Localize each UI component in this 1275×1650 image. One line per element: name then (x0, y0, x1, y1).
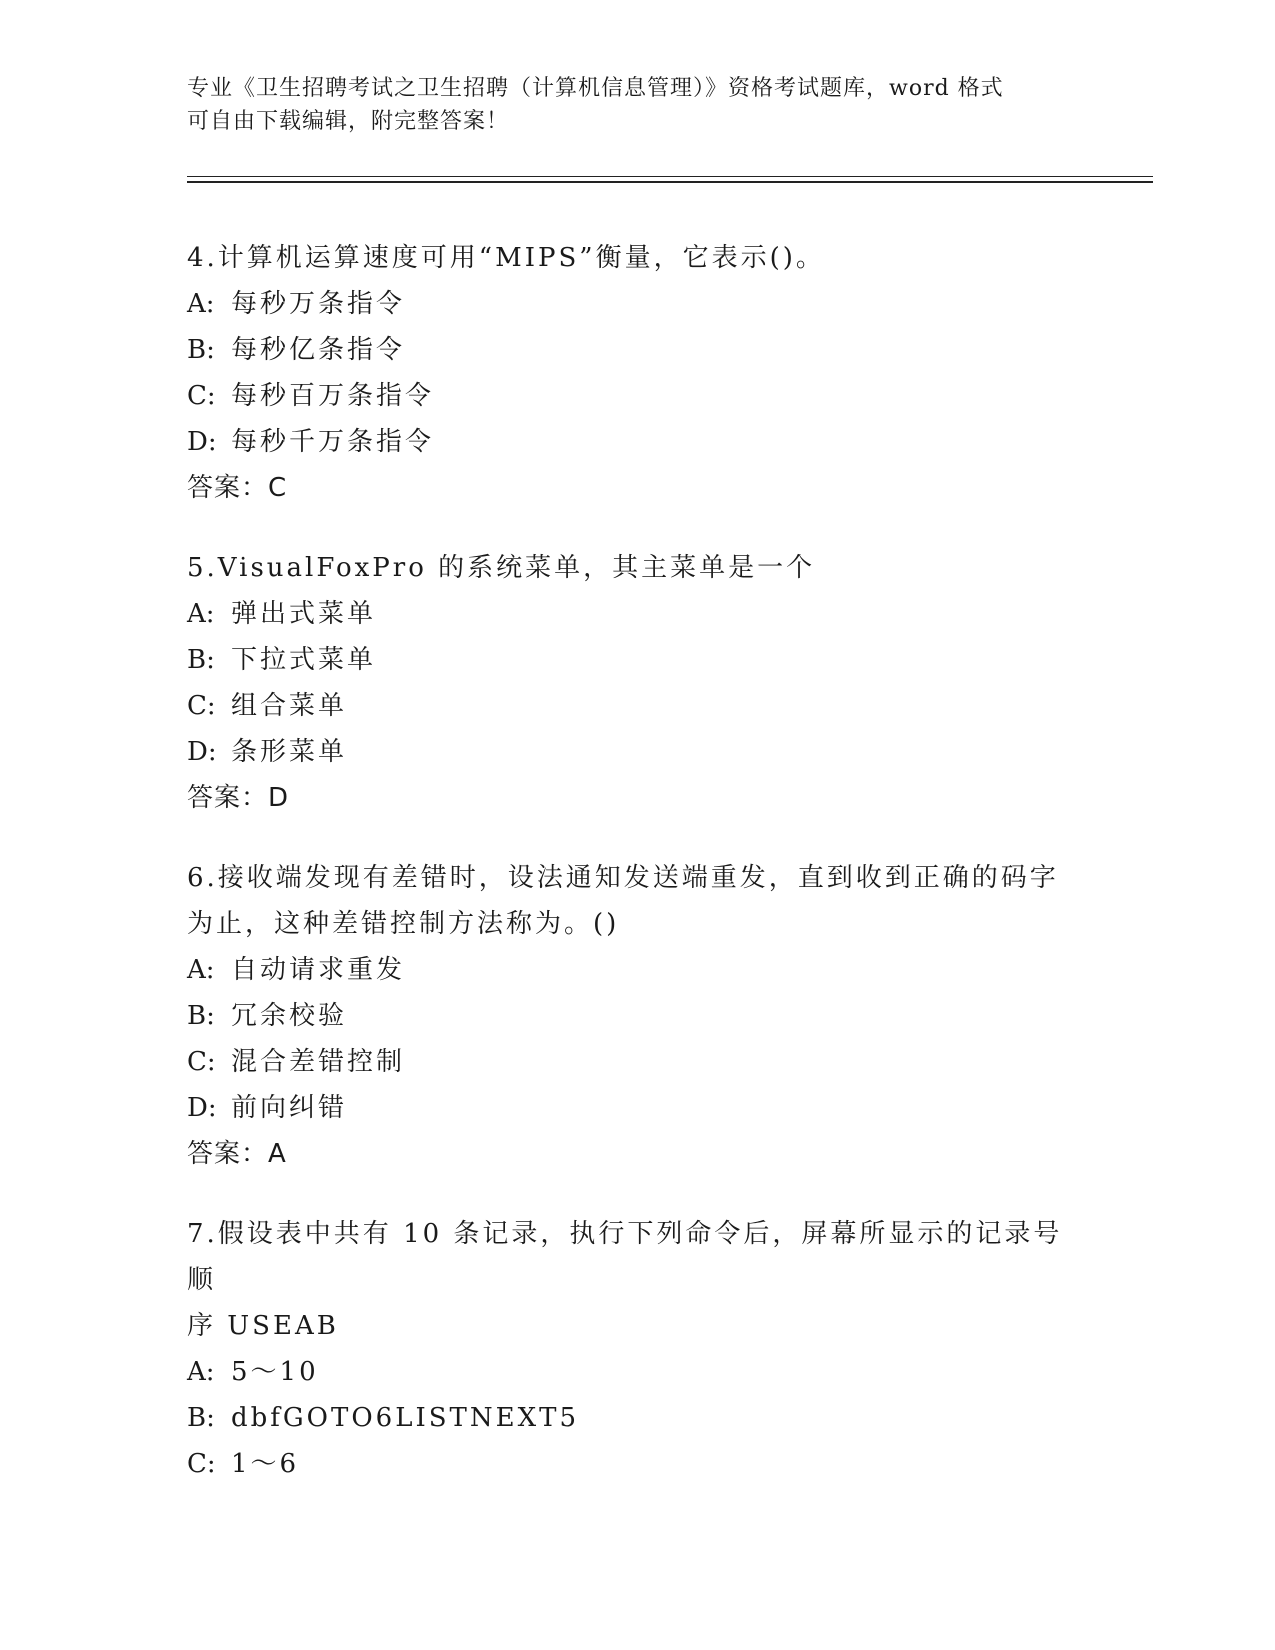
answer-option (187, 1085, 1087, 1131)
document-header (187, 72, 1087, 138)
option-text: 1～6 (231, 1449, 300, 1479)
option-key: D: (187, 1093, 217, 1123)
answer-line: 答案：A (187, 1139, 287, 1169)
option-key: C: (187, 1449, 216, 1479)
question-stem: 7.假设表中共有 10 条记录，执行下列命令后，屏幕所显示的记录号顺 (187, 1219, 1063, 1295)
answer-option (187, 419, 1087, 465)
option-text: 混合差错控制 (231, 1047, 406, 1077)
option-text: 下拉式菜单 (231, 645, 377, 675)
option-key: B: (187, 1001, 215, 1031)
header-divider-thin (187, 176, 1153, 177)
option-text: dbfGOTO6LISTNEXT5 (231, 1403, 580, 1433)
question-block (187, 545, 1087, 821)
option-text: 前向纠错 (231, 1093, 348, 1123)
option-text: 条形菜单 (231, 737, 348, 767)
option-key: B: (187, 645, 215, 675)
answer-option (187, 1039, 1087, 1085)
option-text: 组合菜单 (231, 691, 348, 721)
question-block (187, 1211, 1087, 1487)
answer-option (187, 729, 1087, 775)
question-list (187, 235, 1087, 1521)
option-key: A: (187, 1357, 215, 1387)
option-text: 自动请求重发 (231, 955, 406, 985)
option-key: D: (187, 427, 217, 457)
answer-option (187, 591, 1087, 637)
option-text: 每秒万条指令 (231, 289, 406, 319)
option-text: 每秒百万条指令 (231, 381, 435, 411)
answer-option (187, 1441, 1087, 1487)
answer-option (187, 281, 1087, 327)
answer-option (187, 637, 1087, 683)
answer-option (187, 373, 1087, 419)
option-text: 弹出式菜单 (231, 599, 377, 629)
option-key: C: (187, 381, 216, 411)
option-key: B: (187, 1403, 215, 1433)
header-line-1: 专业《卫生招聘考试之卫生招聘（计算机信息管理）》资格考试题库，word 格式 (187, 76, 1004, 101)
question-block (187, 855, 1087, 1177)
answer-line: 答案：D (187, 783, 290, 813)
question-block (187, 235, 1087, 511)
option-key: D: (187, 737, 217, 767)
option-key: C: (187, 1047, 216, 1077)
answer-option (187, 327, 1087, 373)
option-text: 每秒千万条指令 (231, 427, 435, 457)
option-text: 冗余校验 (231, 1001, 348, 1031)
question-stem: 序 USEAB (187, 1311, 339, 1341)
option-key: C: (187, 691, 216, 721)
header-divider-thick (187, 181, 1153, 183)
answer-option (187, 1349, 1087, 1395)
answer-option (187, 947, 1087, 993)
option-key: A: (187, 955, 215, 985)
question-stem: 5.VisualFoxPro 的系统菜单，其主菜单是一个 (187, 553, 816, 583)
option-key: A: (187, 289, 215, 319)
answer-line: 答案：C (187, 473, 288, 503)
option-key: A: (187, 599, 215, 629)
question-stem: 6.接收端发现有差错时，设法通知发送端重发，直到收到正确的码字 (187, 863, 1059, 893)
question-stem: 为止，这种差错控制方法称为。() (187, 909, 620, 939)
answer-option (187, 683, 1087, 729)
option-text: 5～10 (231, 1357, 319, 1387)
option-key: B: (187, 335, 215, 365)
answer-option (187, 993, 1087, 1039)
question-stem: 4.计算机运算速度可用“MIPS”衡量，它表示()。 (187, 243, 825, 273)
header-line-2: 可自由下载编辑，附完整答案！ (187, 109, 510, 134)
answer-option (187, 1395, 1087, 1441)
option-text: 每秒亿条指令 (231, 335, 406, 365)
